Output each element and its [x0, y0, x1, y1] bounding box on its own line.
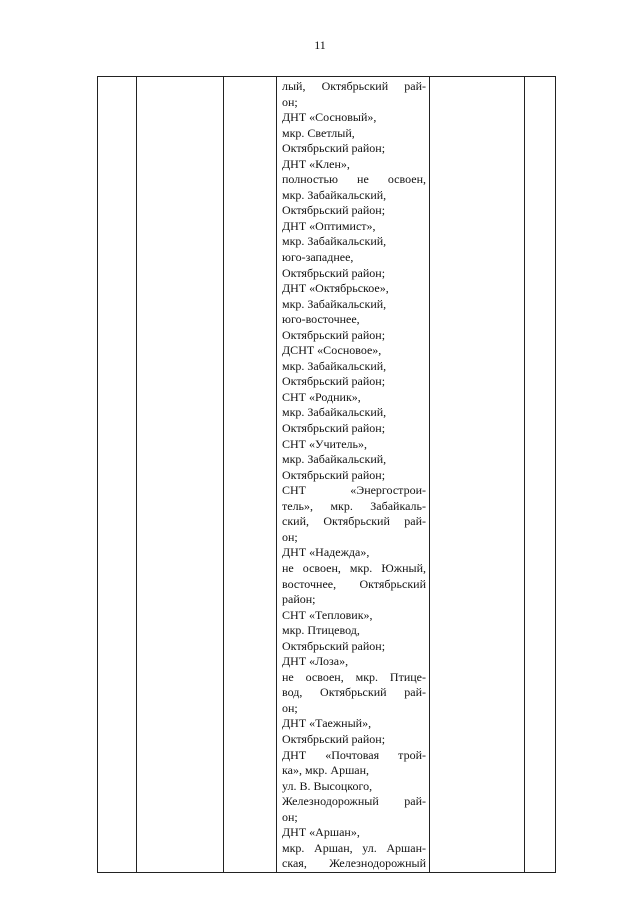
text-line: мкр. Забайкальский,	[282, 358, 387, 373]
text-line: восточнее, Октябрьский	[282, 576, 426, 591]
text-line: Октябрьский район;	[282, 374, 386, 389]
text-line: мкр. Забайкальский,	[282, 405, 387, 420]
table-row	[98, 77, 556, 873]
text-line: он;	[282, 809, 298, 824]
text-line: ул. В. Высоцкого,	[282, 778, 373, 793]
text-line: ДНТ «Клен»,	[282, 156, 350, 171]
text-line: не освоен, мкр. Южный,	[282, 560, 426, 575]
table-cell-col-2	[137, 77, 224, 873]
text-line: ДНТ «Оптимист»,	[282, 218, 376, 233]
text-line: лый, Октябрьский рай-	[282, 79, 426, 93]
text-line: мкр. Забайкальский,	[282, 187, 387, 202]
text-line: ка», мкр. Аршан,	[282, 763, 370, 778]
table-cell-col-5	[430, 77, 525, 873]
text-line: вод, Октябрьский рай-	[282, 685, 426, 700]
text-line: ДНТ «Надежда»,	[282, 545, 370, 560]
text-line: Октябрьский район;	[282, 265, 386, 280]
text-line: полностью не освоен,	[282, 172, 426, 187]
text-line: ДНТ «Лоза»,	[282, 654, 349, 669]
text-line: мкр. Забайкальский,	[282, 234, 387, 249]
text-line: Октябрьский район;	[282, 327, 386, 342]
table-cell-col-3	[224, 77, 277, 873]
text-line: ДСНТ «Сосновое»,	[282, 343, 382, 358]
table-cell-col-1	[98, 77, 137, 873]
address-list-text	[282, 79, 426, 872]
text-line: Октябрьский район;	[282, 731, 386, 746]
text-line: мкр. Забайкальский,	[282, 296, 387, 311]
text-line: мкр. Забайкальский,	[282, 452, 387, 467]
text-line: СНТ «Родник»,	[282, 389, 361, 404]
text-line: ская, Железнодорожный	[282, 856, 426, 871]
text-line: СНТ «Тепловик»,	[282, 607, 373, 622]
text-line: Октябрьский район;	[282, 467, 386, 482]
text-line: он;	[282, 94, 298, 109]
text-line: мкр. Птицевод,	[282, 623, 360, 638]
text-line: мкр. Светлый,	[282, 125, 355, 140]
text-line: ДНТ «Октябрьское»,	[282, 281, 389, 296]
text-line: район;	[282, 592, 316, 607]
text-line: мкр. Аршан, ул. Аршан-	[282, 840, 426, 855]
text-line: он;	[282, 529, 298, 544]
table-cell-col-6	[525, 77, 556, 873]
text-line: Октябрьский район;	[282, 638, 386, 653]
text-line: он;	[282, 700, 298, 715]
text-line: тель», мкр. Забайкаль-	[282, 498, 426, 513]
text-line: СНТ «Энергострои-	[282, 483, 426, 498]
text-line: СНТ «Учитель»,	[282, 436, 367, 451]
text-line: юго-восточнее,	[282, 312, 360, 327]
text-line: Октябрьский район;	[282, 421, 386, 436]
text-line: Октябрьский район;	[282, 141, 386, 156]
document-table	[97, 76, 556, 873]
text-line: ДНТ «Сосновый»,	[282, 110, 377, 125]
table-cell-address-list	[277, 77, 430, 873]
page-number: 11	[314, 38, 326, 52]
text-line: Октябрьский район;	[282, 203, 386, 218]
text-line: Железнодорожный рай-	[282, 794, 426, 809]
text-line: ДНТ «Почтовая трой-	[282, 747, 426, 762]
text-line: ский, Октябрьский рай-	[282, 514, 426, 529]
text-line: ДНТ «Аршан»,	[282, 825, 360, 840]
text-line: ДНТ «Таежный»,	[282, 716, 372, 731]
text-line: не освоен, мкр. Птице-	[282, 669, 426, 684]
text-line: юго-западнее,	[282, 250, 354, 265]
